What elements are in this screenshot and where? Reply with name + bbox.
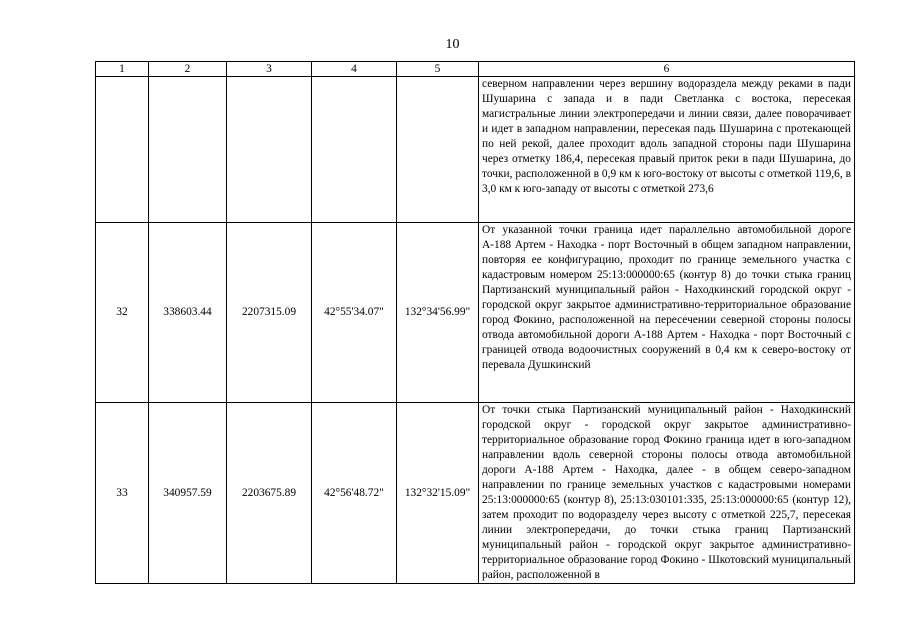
table-row xyxy=(96,223,855,403)
point-description-cell xyxy=(479,403,855,584)
header-col-5: 5 xyxy=(397,62,479,77)
cell-empty xyxy=(149,77,227,223)
cell-empty xyxy=(227,77,312,223)
header-col-3: 3 xyxy=(227,62,312,77)
point-x: 338603.44 xyxy=(149,223,227,403)
point-number: 33 xyxy=(96,403,149,584)
cell-empty xyxy=(397,77,479,223)
point-y: 2207315.09 xyxy=(227,223,312,403)
point-latitude: 42°55'34.07" xyxy=(312,223,397,403)
point-y: 2203675.89 xyxy=(227,403,312,584)
boundary-points-table xyxy=(95,61,855,584)
page-number: 10 xyxy=(445,37,460,52)
table-row xyxy=(96,403,855,584)
header-col-4: 4 xyxy=(312,62,397,77)
table-header-row xyxy=(96,62,855,77)
point-description: От указанной точки граница идет параллельно автомобильной дороге А-188 Артем - Находка - порт Восточный в общем западном направлении, повторяя ее конфигурацию, проходит по границе земельного участка с кадастровым номером 25:13:000000:65 (контур 8) до точки стыка границ Партизанский муниципальный район - Находкинский городской округ - городской округ закрытое административно-территориальное образование город Фокино, расположенной на пересечении северной стороны полосы отвода автомобильной дороги А-188 Артем - Находка - порт Восточный с границей отвода водоочистных сооружений в 0,4 км к северо-востоку от перевала Душкинский xyxy=(479,223,855,403)
cell-empty xyxy=(96,77,149,223)
point-description: От точки стыка Партизанский муниципальный район - Находкинский городской округ - городской округ закрытое административно-территориальное образование город Фокино граница идет в юго-западном направлении вдоль северной стороны полосы отвода автомобильной дороги А-188 Артем - Находка, далее - в общем северо-западном направлении по границе земельных участков с кадастровыми номерами 25:13:000000:65 (контур 8), 25:13:030101:335, 25:13:000000:65 (контур 12), затем проходит по водоразделу через высоту с отметкой 225,7, пересекая линии электропередачи, до точки стыка границ Партизанский муниципальный район - городской округ закрытое административно-территориальное образование город Фокино - Шкотовский муниципальный район, расположенной в xyxy=(482,404,851,581)
point-x: 340957.59 xyxy=(149,403,227,584)
point-longitude: 132°34'56.99" xyxy=(397,223,479,403)
cell-empty xyxy=(312,77,397,223)
header-col-2: 2 xyxy=(149,62,227,77)
header-col-1: 1 xyxy=(96,62,149,77)
table-row-continuation xyxy=(96,77,855,223)
point-number: 32 xyxy=(96,223,149,403)
continuation-description: северном направлении через вершину водораздела между реками в пади Шушарина с запада и в пади Светланка с востока, пересекая магистральные линии электропередачи и линии связи, далее поворачивает и идет в западном направлении, пересекая падь Шушарина с протекающей по ней рекой, далее проходит вдоль западной стороны пади Шушарина через отметку 186,4, пересекая правый приток реки в пади Шушарина, до точки, расположенной в 0,9 км к юго-востоку от высоты с отметкой 119,6, в 3,0 км к юго-западу от высоты с отметкой 273,6 xyxy=(479,77,855,223)
point-latitude: 42°56'48.72" xyxy=(312,403,397,584)
point-longitude: 132°32'15.09" xyxy=(397,403,479,584)
header-col-6: 6 xyxy=(479,62,855,77)
